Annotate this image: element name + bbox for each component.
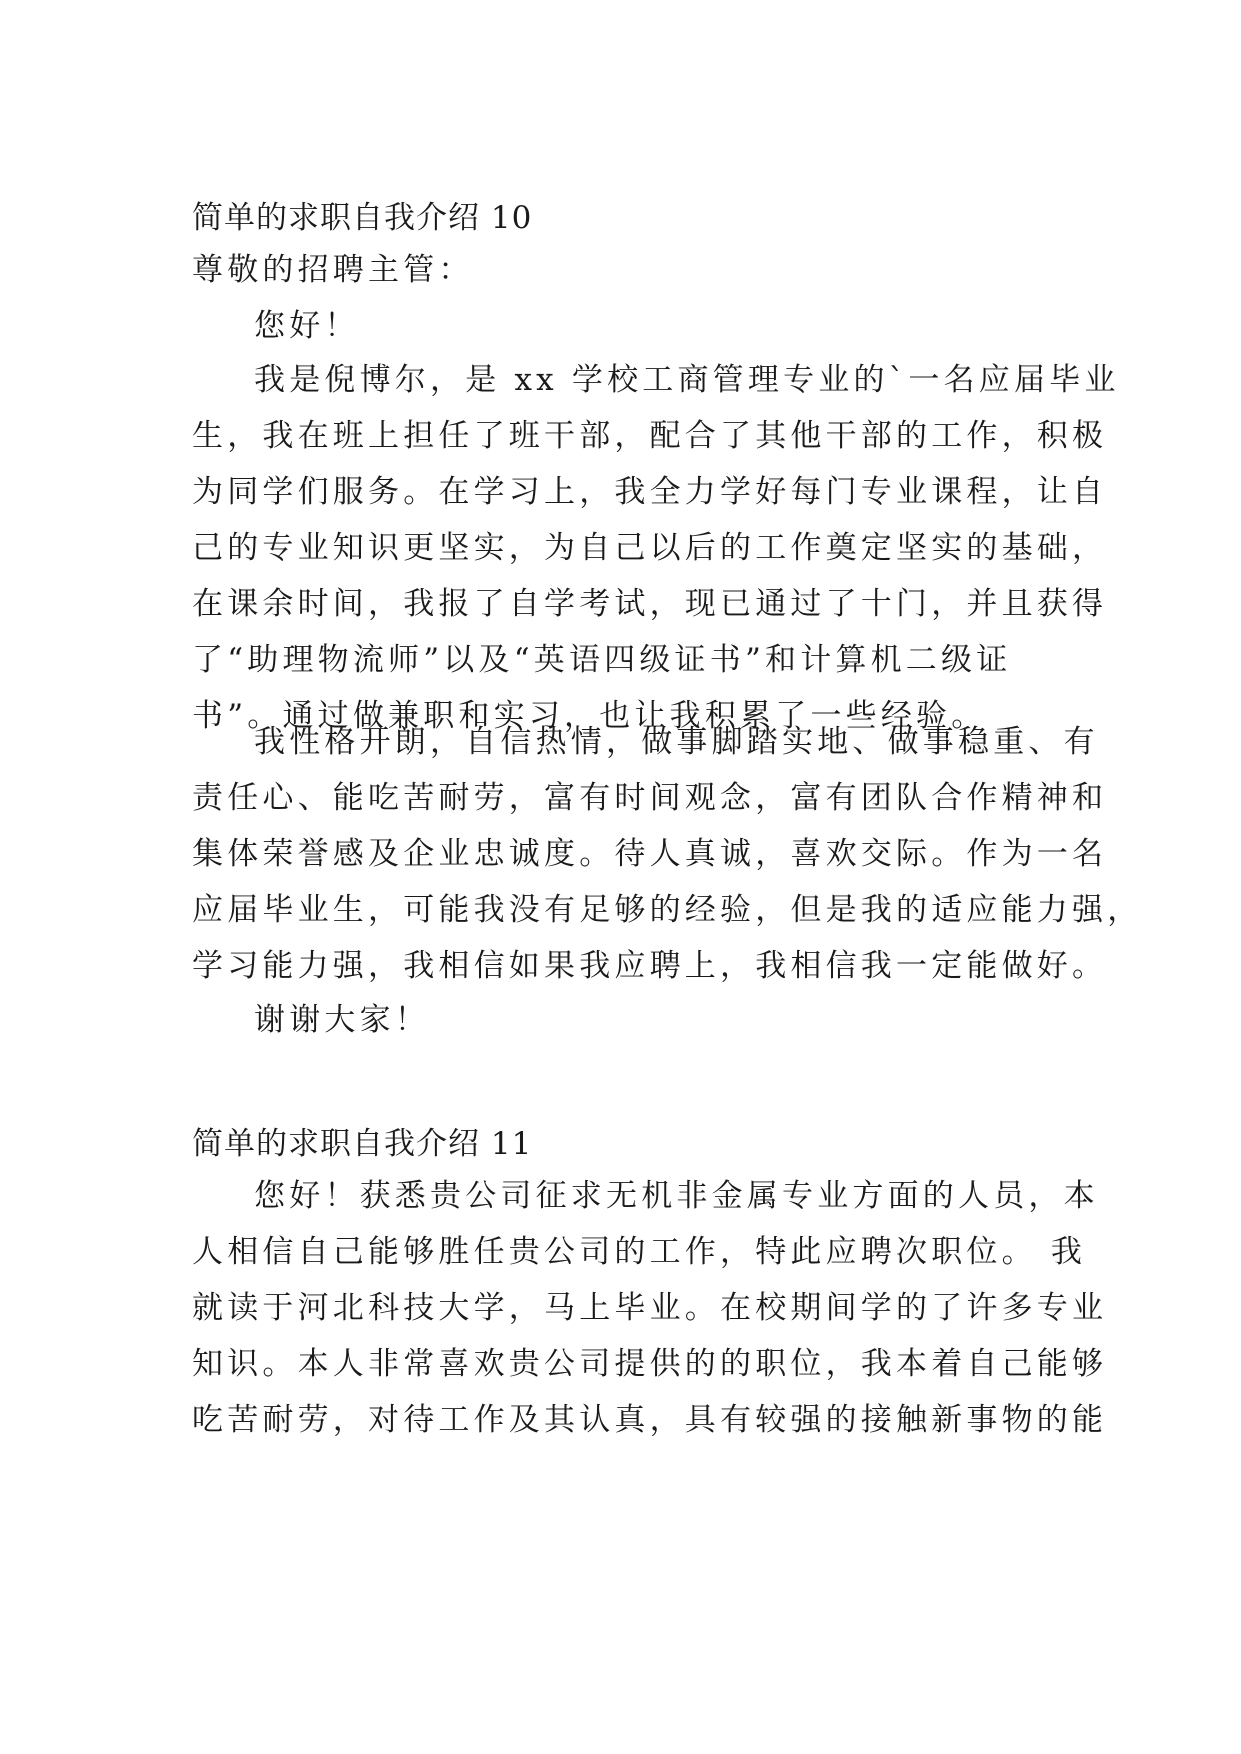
section-10-closing-block [192, 1000, 1052, 1040]
section-title: 简单的求职自我介绍 10 [192, 200, 533, 236]
paragraph-line: 知识。本人非常喜欢贵公司提供的的职位，我本着自己能够 [192, 1346, 1108, 1382]
section-10-paragraph-1 [192, 360, 1120, 752]
paragraph-line: 在课余时间，我报了自学考试，现已通过了十门，并且获得 [192, 586, 1108, 622]
closing: 谢谢大家！ [254, 1002, 430, 1038]
section-10 [192, 198, 1052, 238]
paragraph-line: 我是倪博尔，是 xx 学校工商管理专业的`一名应届毕业 [254, 362, 1120, 398]
section-11 [192, 1124, 1052, 1164]
paragraph-line: 应届毕业生，可能我没有足够的经验，但是我的适应能力强， [192, 892, 1143, 928]
paragraph-line: 就读于河北科技大学，马上毕业。在校期间学的了许多专业 [192, 1290, 1108, 1326]
section-10-greeting-block [192, 306, 1052, 346]
section-10-paragraph-2 [192, 722, 1143, 1002]
paragraph-line: 您好！获悉贵公司征求无机非金属专业方面的人员，本 [254, 1178, 1099, 1214]
section-11-paragraph-1 [192, 1176, 1108, 1456]
section-title: 简单的求职自我介绍 11 [192, 1126, 533, 1162]
paragraph-line: 集体荣誉感及企业忠诚度。待人真诚，喜欢交际。作为一名 [192, 836, 1108, 872]
paragraph-line: 学习能力强，我相信如果我应聘上，我相信我一定能做好。 [192, 948, 1108, 984]
salutation: 尊敬的招聘主管： [192, 252, 474, 288]
paragraph-line: 责任心、能吃苦耐劳，富有时间观念，富有团队合作精神和 [192, 780, 1108, 816]
paragraph-line: 生，我在班上担任了班干部，配合了其他干部的工作，积极 [192, 418, 1108, 454]
paragraph-line: 吃苦耐劳，对待工作及其认真，具有较强的接触新事物的能 [192, 1402, 1108, 1438]
paragraph-line: 为同学们服务。在学习上，我全力学好每门专业课程，让自 [192, 474, 1108, 510]
paragraph-line: 了“助理物流师”以及“英语四级证书”和计算机二级证 [192, 642, 1012, 678]
section-10-salutation-block [192, 250, 1052, 290]
paragraph-line: 己的专业知识更坚实，为自己以后的工作奠定坚实的基础， [192, 530, 1108, 566]
greeting: 您好！ [254, 308, 360, 344]
paragraph-line: 人相信自己能够胜任贵公司的工作，特此应聘次职位。 我 [192, 1234, 1087, 1270]
paragraph-line: 我性格开朗，自信热情，做事脚踏实地、做事稳重、有 [254, 724, 1099, 760]
paragraph-line: 书”。通过做兼职和实习，也让我积累了一些经验。 [192, 698, 987, 734]
